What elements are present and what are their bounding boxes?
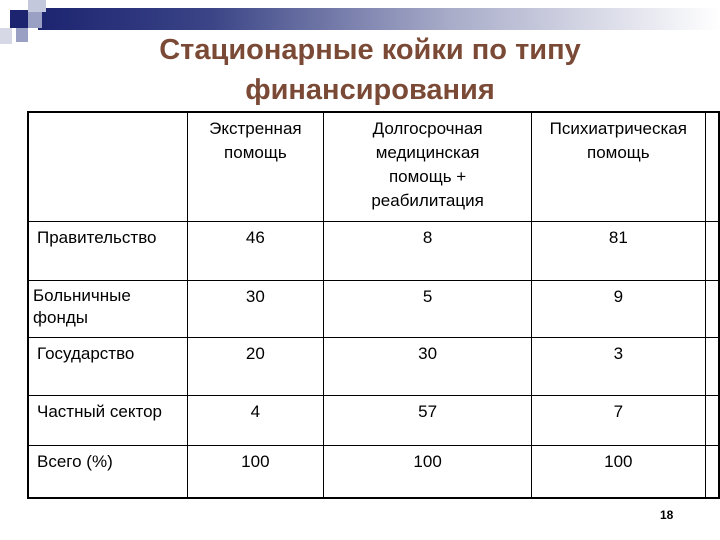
decor-square	[0, 28, 12, 44]
page-title: Стационарные койки по типу финансирования	[159, 34, 581, 106]
decor-square	[10, 10, 28, 28]
row-label: Правительство	[28, 221, 187, 280]
header-cell	[28, 112, 187, 221]
decor-square	[28, 0, 46, 12]
table-header-row	[28, 112, 719, 221]
header-cell: Долгосрочная медицинская помощь + реабилитация	[324, 112, 532, 221]
table-row	[28, 395, 719, 445]
cell: 100	[532, 445, 705, 498]
header-gradient-bar	[38, 8, 720, 30]
table-row	[28, 445, 719, 498]
row-label: Частный сектор	[28, 395, 187, 445]
cell: 20	[187, 337, 323, 395]
row-label: Больничные фонды	[28, 280, 187, 337]
extra-cell	[705, 280, 719, 337]
row-label: Всего (%)	[28, 445, 187, 498]
cell: 7	[532, 395, 705, 445]
cell: 8	[324, 221, 532, 280]
financing-table	[27, 111, 720, 499]
extra-cell	[705, 445, 719, 498]
cell: 30	[324, 337, 532, 395]
cell: 100	[187, 445, 323, 498]
table-row	[28, 221, 719, 280]
cell: 3	[532, 337, 705, 395]
extra-cell	[705, 395, 719, 445]
header-cell: Экстренная помощь	[187, 112, 323, 221]
cell: 30	[187, 280, 323, 337]
table-row	[28, 337, 719, 395]
cell: 46	[187, 221, 323, 280]
table-row	[28, 280, 719, 337]
extra-cell	[705, 221, 719, 280]
page-number: 18	[660, 508, 674, 522]
cell: 9	[532, 280, 705, 337]
header-cell: Психиатрическая помощь	[532, 112, 705, 221]
decor-square	[16, 28, 28, 42]
extra-cell	[705, 337, 719, 395]
row-label: Государство	[28, 337, 187, 395]
cell: 100	[324, 445, 532, 498]
extra-cell	[705, 112, 719, 221]
cell: 5	[324, 280, 532, 337]
cell: 81	[532, 221, 705, 280]
decor-square	[28, 12, 42, 28]
cell: 57	[324, 395, 532, 445]
cell: 4	[187, 395, 323, 445]
